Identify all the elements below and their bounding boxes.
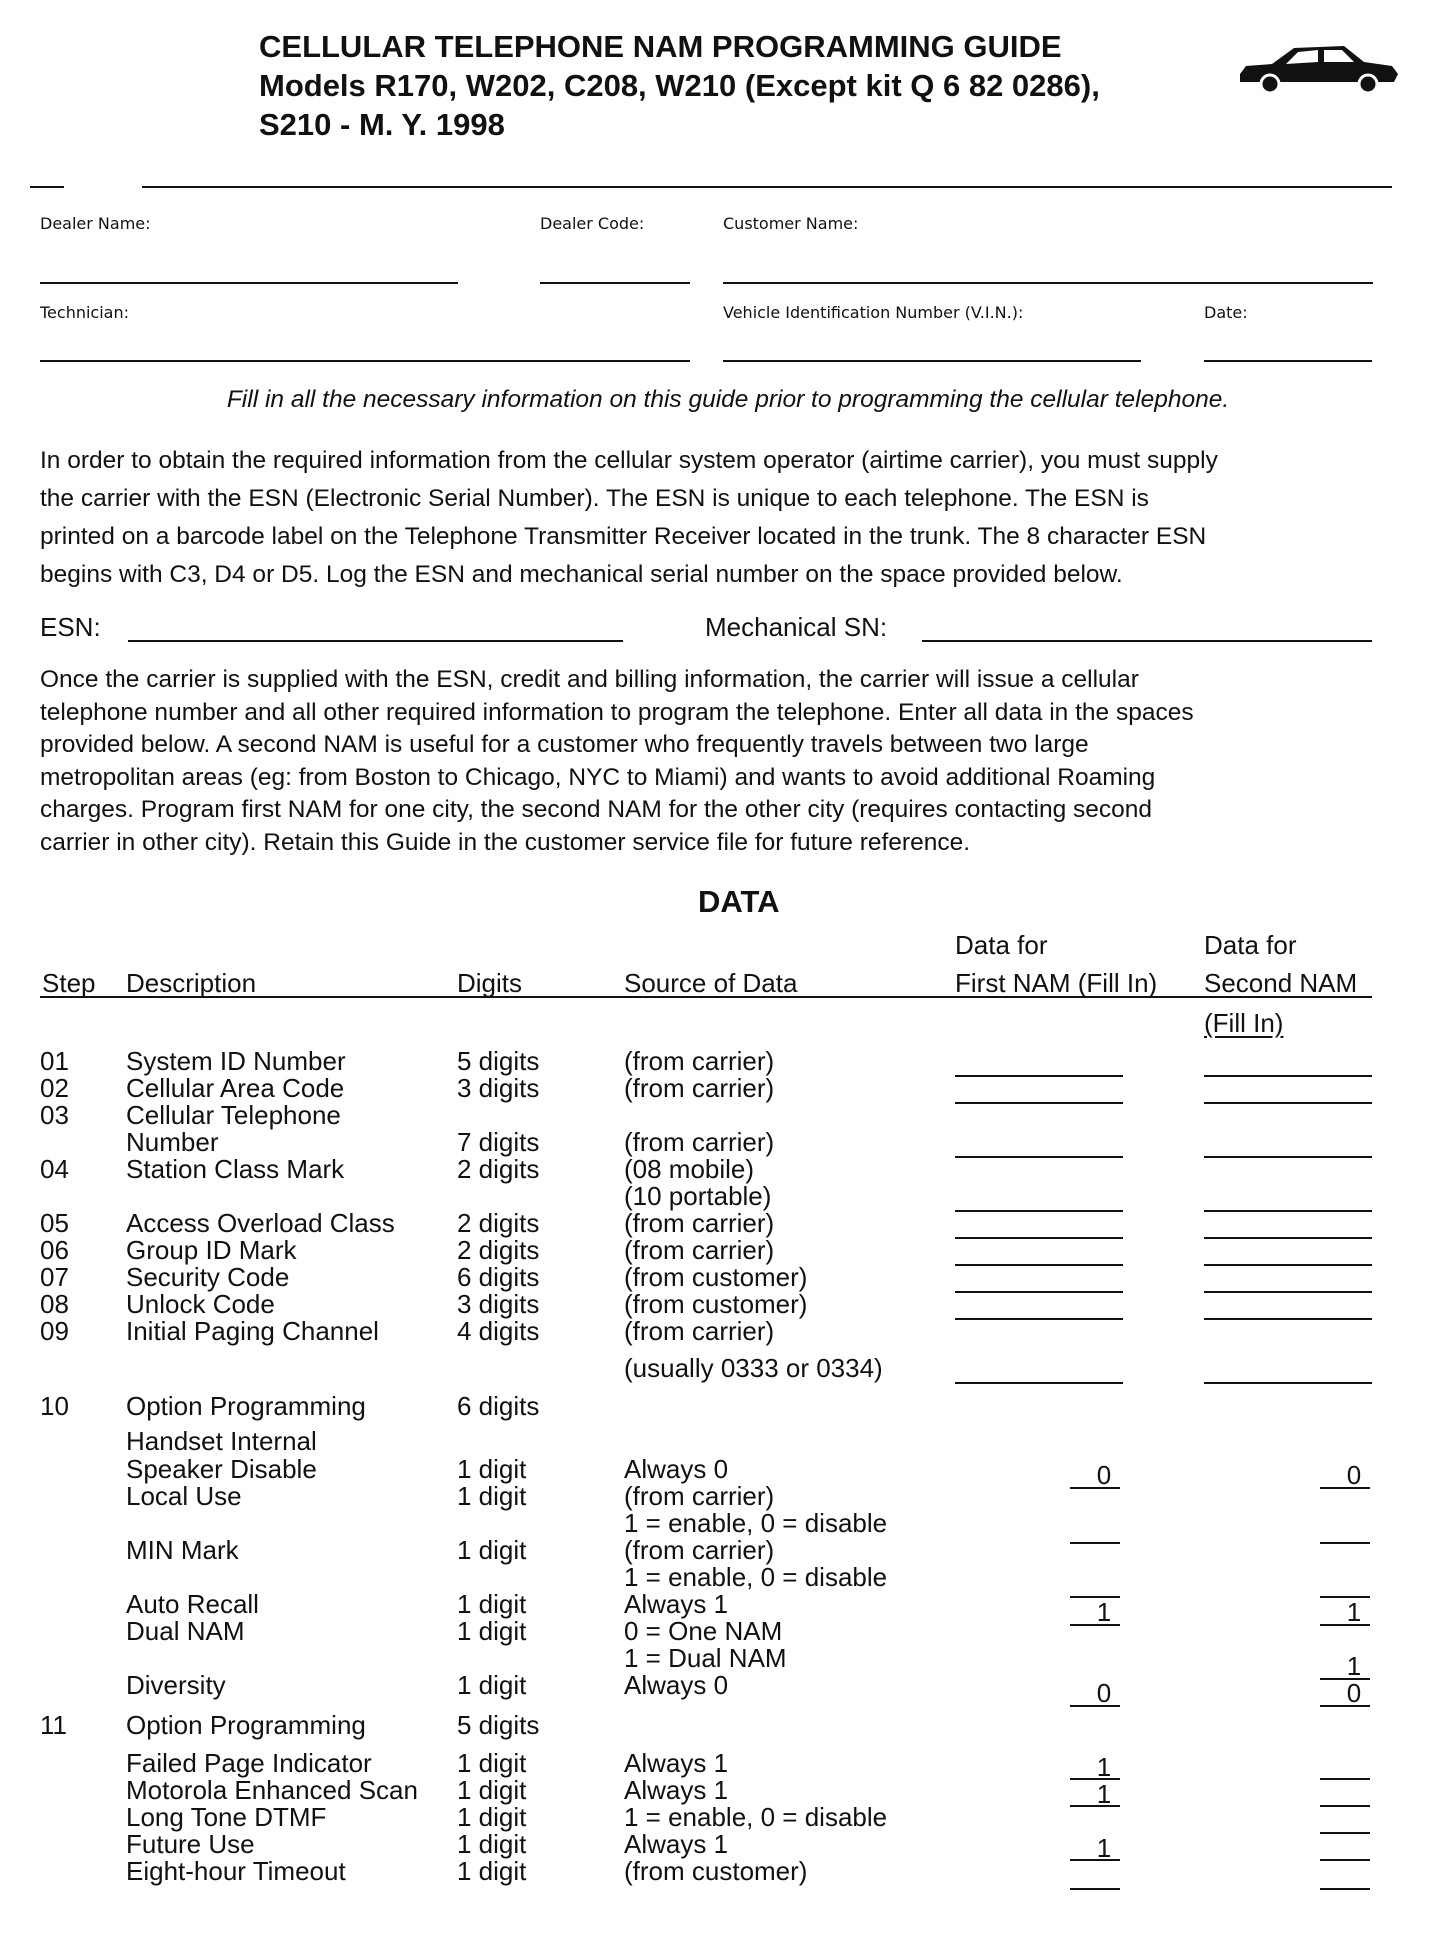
first-nam-fill-field[interactable] (955, 1291, 1123, 1293)
row-digits: 1 digit (457, 1829, 527, 1859)
carrier-line: metropolitan areas (eg: from Boston to Chicago, NYC to Miami) and wants to avoid additional Roaming (40, 763, 1156, 791)
row-desc: Local Use (126, 1481, 242, 1511)
row-step: 02 (40, 1073, 69, 1103)
page-subtitle-models: Models R170, W202, C208, W210 (Except kit Q 6 82 0286), (259, 68, 1100, 103)
row-source: (from carrier) (624, 1316, 775, 1346)
row-source: 1 = enable, 0 = disable (624, 1802, 888, 1832)
row-desc: Number (126, 1127, 219, 1157)
dual-nam-second-value: 1 (1346, 1651, 1362, 1681)
page-subtitle-year: S210 - M. Y. 1998 (259, 107, 505, 142)
header-divider-left (30, 186, 64, 188)
row-desc: Access Overload Class (126, 1208, 395, 1238)
speaker-second-value: 0 (1346, 1460, 1362, 1490)
col-first-nam-line2: First NAM (Fill In) (955, 968, 1158, 998)
col-first-nam-line1: Data for (955, 930, 1048, 960)
esn-field[interactable] (128, 640, 623, 642)
carrier-line: carrier in other city). Retain this Guide in the customer service file for future reference. (40, 828, 971, 856)
row-source: (from customer) (624, 1856, 808, 1886)
row-desc: Long Tone DTMF (126, 1802, 327, 1832)
row-source: (from carrier) (624, 1073, 775, 1103)
row-desc: Unlock Code (126, 1289, 275, 1319)
row-source: (10 portable) (624, 1181, 772, 1211)
col-second-nam-line2: Second NAM (1204, 968, 1358, 998)
row-digits: 1 digit (457, 1670, 527, 1700)
row-desc: Auto Recall (126, 1589, 259, 1619)
dealer-name-label: Dealer Name: (40, 214, 151, 233)
row-digits: 3 digits (457, 1073, 540, 1103)
motorola-first-value: 1 (1096, 1779, 1112, 1809)
row-desc: Group ID Mark (126, 1235, 297, 1265)
carrier-line: provided below. A second NAM is useful for a customer who frequently travels between two large (40, 731, 1089, 758)
row-desc: Option Programming (126, 1391, 366, 1421)
dealer-code-label: Dealer Code: (540, 214, 645, 233)
row-digits: 2 digits (457, 1154, 540, 1184)
first-nam-fill-field[interactable] (955, 1264, 1123, 1266)
col-description: Description (126, 968, 257, 998)
first-nam-fill-field[interactable] (955, 1075, 1123, 1077)
customer-name-label: Customer Name: (723, 214, 859, 233)
second-nam-fill-field[interactable] (1204, 1102, 1372, 1104)
row-digits: 1 digit (457, 1535, 527, 1565)
second-nam-fill-field[interactable] (1320, 1832, 1370, 1834)
second-nam-fill-field[interactable] (1320, 1805, 1370, 1807)
row-source: (from carrier) (624, 1481, 775, 1511)
row-source: Always 1 (624, 1775, 729, 1805)
row-digits: 1 digit (457, 1589, 527, 1619)
row-desc: Speaker Disable (126, 1454, 317, 1484)
row-digits: 4 digits (457, 1316, 540, 1346)
date-label: Date: (1204, 303, 1248, 322)
row-source: (from carrier) (624, 1208, 775, 1238)
first-nam-fill-field[interactable] (955, 1156, 1123, 1158)
row-source: Always 1 (624, 1829, 729, 1859)
row-step: 04 (40, 1154, 69, 1184)
row-source: (from carrier) (624, 1235, 775, 1265)
row-desc: Failed Page Indicator (126, 1748, 372, 1778)
second-nam-fill-field[interactable] (1204, 1382, 1372, 1384)
intro-line: begins with C3, D4 or D5. Log the ESN and mechanical serial number on the space provided below. (40, 561, 1123, 588)
row-source: 0 = One NAM (624, 1616, 783, 1646)
speaker-first-value: 0 (1096, 1460, 1112, 1490)
row-desc: Future Use (126, 1829, 255, 1859)
data-heading: DATA (698, 884, 780, 919)
row-digits: 5 digits (457, 1046, 540, 1076)
first-nam-fill-field[interactable] (955, 1102, 1123, 1104)
vin-field[interactable] (723, 360, 1141, 362)
col-second-nam-line3: (Fill In) (1204, 1008, 1284, 1038)
page-title: CELLULAR TELEPHONE NAM PROGRAMMING GUIDE (259, 29, 1062, 64)
diversity-second-value: 0 (1346, 1678, 1362, 1708)
row-desc: Motorola Enhanced Scan (126, 1775, 418, 1805)
mechanical-sn-field[interactable] (922, 640, 1372, 642)
first-nam-fill-field[interactable] (955, 1318, 1123, 1320)
row-digits: 1 digit (457, 1616, 527, 1646)
row-digits: 1 digit (457, 1748, 527, 1778)
second-nam-fill-field[interactable] (1204, 1318, 1372, 1320)
row-step: 11 (40, 1710, 67, 1740)
row-digits: 6 digits (457, 1262, 540, 1292)
row-desc: Initial Paging Channel (126, 1316, 379, 1346)
row-step: 09 (40, 1316, 69, 1346)
row-desc: Cellular Telephone (126, 1100, 341, 1130)
row-digits: 1 digit (457, 1856, 527, 1886)
row-desc: Option Programming (126, 1710, 366, 1740)
row-source: 1 = Dual NAM (624, 1643, 787, 1673)
second-nam-fill-field[interactable] (1204, 1075, 1372, 1077)
diversity-first-value: 0 (1096, 1678, 1112, 1708)
second-nam-fill-field[interactable] (1204, 1210, 1372, 1212)
row-step: 01 (40, 1046, 69, 1076)
first-nam-fill-field[interactable] (1070, 1888, 1120, 1890)
row-desc: Dual NAM (126, 1616, 245, 1646)
row-desc: Cellular Area Code (126, 1073, 345, 1103)
row-source: (from carrier) (624, 1535, 775, 1565)
technician-label: Technician: (40, 303, 129, 322)
row-source: (from customer) (624, 1262, 808, 1292)
col-source: Source of Data (624, 968, 798, 998)
intro-line: printed on a barcode label on the Telephone Transmitter Receiver located in the trunk. The 8 character ESN (40, 523, 1207, 550)
col-second-nam-line1: Data for (1204, 930, 1297, 960)
row-digits: 7 digits (457, 1127, 540, 1157)
col-digits: Digits (457, 968, 523, 998)
second-nam-fill-field[interactable] (1204, 1264, 1372, 1266)
row-source: (from customer) (624, 1289, 808, 1319)
row-source: 1 = enable, 0 = disable (624, 1562, 888, 1592)
carrier-paragraph (40, 664, 1440, 859)
esn-label: ESN: (40, 612, 101, 642)
carrier-line: charges. Program first NAM for one city, the second NAM for the other city (requires contacting second (40, 796, 1153, 823)
first-nam-fill-field[interactable] (1070, 1542, 1120, 1544)
row-step: 06 (40, 1235, 69, 1265)
row-digits: 1 digit (457, 1481, 527, 1511)
row-desc: Security Code (126, 1262, 290, 1292)
row-digits: 2 digits (457, 1235, 540, 1265)
row-digits: 1 digit (457, 1775, 527, 1805)
header (0, 0, 1456, 150)
row-step: 07 (40, 1262, 69, 1292)
row-desc: Diversity (126, 1670, 226, 1700)
carrier-line: Once the carrier is supplied with the ESN, credit and billing information, the carrier will issue a cellular (40, 666, 1139, 693)
second-nam-fill-field[interactable] (1204, 1237, 1372, 1239)
row-source: (from carrier) (624, 1127, 775, 1157)
second-nam-fill-field[interactable] (1320, 1778, 1370, 1780)
vin-label: Vehicle Identification Number (V.I.N.): (723, 303, 1024, 322)
row-step: 03 (40, 1100, 69, 1130)
mechanical-sn-label: Mechanical SN: (705, 612, 888, 642)
row-desc: MIN Mark (126, 1535, 239, 1565)
row-source: 1 = enable, 0 = disable (624, 1508, 888, 1538)
row-source: Always 0 (624, 1670, 729, 1700)
carrier-line: telephone number and all other required information to program the telephone. Enter all data in the spaces (40, 698, 1194, 726)
row-digits: 3 digits (457, 1289, 540, 1319)
row-source: (08 mobile) (624, 1154, 755, 1184)
row-step: 08 (40, 1289, 69, 1319)
dealer-code-field[interactable] (540, 282, 690, 284)
second-nam-fill-field[interactable] (1320, 1888, 1370, 1890)
row-step: 05 (40, 1208, 69, 1238)
future-use-first-value: 1 (1096, 1833, 1112, 1863)
instruction-note: Fill in all the necessary information on this guide prior to programming the cellular telephone. (226, 386, 1230, 413)
first-nam-fill-field[interactable] (955, 1237, 1123, 1239)
row-digits: 2 digits (457, 1208, 540, 1238)
row-source: Always 1 (624, 1748, 729, 1778)
row-desc: Eight-hour Timeout (126, 1856, 346, 1886)
row-source: Always 0 (624, 1454, 729, 1484)
row-digits: 6 digits (457, 1391, 540, 1421)
row-source: (from carrier) (624, 1046, 775, 1076)
table-header-rule (40, 996, 1372, 998)
date-field[interactable] (1204, 360, 1372, 362)
intro-line: the carrier with the ESN (Electronic Serial Number). The ESN is unique to each telephone. The ESN is (40, 485, 1149, 512)
header-divider (142, 186, 1392, 188)
second-nam-fill-field[interactable] (1204, 1291, 1372, 1293)
technician-field[interactable] (40, 360, 690, 362)
intro-line: In order to obtain the required information from the cellular system operator (airtime carrier), you must supply (40, 447, 1218, 474)
row-source: (usually 0333 or 0334) (624, 1353, 883, 1383)
row-digits: 5 digits (457, 1710, 540, 1740)
row-desc: System ID Number (126, 1046, 346, 1076)
auto-recall-first-value: 1 (1096, 1597, 1112, 1627)
row-digits: 1 digit (457, 1802, 527, 1832)
row-desc: Station Class Mark (126, 1154, 345, 1184)
col-step: Step (42, 968, 96, 998)
dealer-name-field[interactable] (40, 282, 458, 284)
row-source: Always 1 (624, 1589, 729, 1619)
row-desc: Handset Internal (126, 1426, 317, 1456)
first-nam-fill-field[interactable] (955, 1210, 1123, 1212)
failed-page-first-value: 1 (1096, 1752, 1112, 1782)
row-digits: 1 digit (457, 1454, 527, 1484)
car-icon (1232, 38, 1402, 98)
second-nam-fill-field[interactable] (1204, 1156, 1372, 1158)
row-step: 10 (40, 1391, 69, 1421)
second-nam-fill-field[interactable] (1320, 1542, 1370, 1544)
intro-paragraph (40, 442, 1440, 594)
auto-recall-second-value: 1 (1346, 1597, 1362, 1627)
first-nam-fill-field[interactable] (955, 1382, 1123, 1384)
second-nam-fill-field[interactable] (1320, 1859, 1370, 1861)
customer-name-field[interactable] (723, 282, 1373, 284)
